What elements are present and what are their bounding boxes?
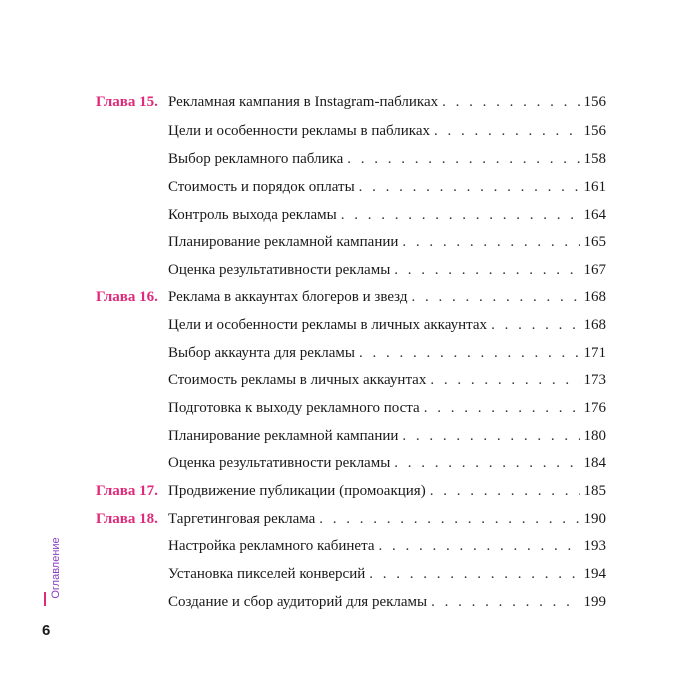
toc-entry-page: 165 <box>583 234 606 250</box>
toc-entry <box>96 118 606 144</box>
dot-leader <box>434 118 580 144</box>
toc-entry-page: 190 <box>583 511 606 527</box>
toc-entry-page: 199 <box>583 594 606 610</box>
toc-entry-title: Цели и особенности рекламы в пабликах <box>168 123 430 139</box>
toc-entry-title: Оценка результативности рекламы <box>168 455 391 471</box>
toc-entry-title: Контроль выхода рекламы <box>168 207 337 223</box>
toc-entry-title: Планирование рекламной кампании <box>168 234 399 250</box>
dot-leader <box>402 229 579 255</box>
toc-entry-title: Настройка рекламного кабинета <box>168 538 375 554</box>
toc-entry-chapter <box>96 506 606 532</box>
toc-entry-chapter <box>96 89 606 115</box>
toc-entry <box>96 589 606 615</box>
toc-entry-title: Создание и сбор аудиторий для рекламы <box>168 594 428 610</box>
dot-leader <box>402 423 579 449</box>
toc-entry-title: Подготовка к выходу рекламного поста <box>168 400 420 416</box>
chapter-label: Глава 17. <box>96 483 158 499</box>
toc-entry-page: 176 <box>583 400 606 416</box>
toc-entry-page: 173 <box>583 372 606 388</box>
dot-leader <box>491 312 579 338</box>
toc-entry-title: Продвижение публикации (промоакция) <box>168 483 426 499</box>
toc-entry-chapter <box>96 478 606 504</box>
toc-entry-title: Установка пикселей конверсий <box>168 566 366 582</box>
toc-entry-title: Выбор аккаунта для рекламы <box>168 345 355 361</box>
dot-leader <box>411 284 579 310</box>
toc-entry-page: 164 <box>583 207 606 223</box>
toc-entry <box>96 146 606 172</box>
toc-entry <box>96 257 606 283</box>
dot-leader <box>430 478 580 504</box>
toc-entry <box>96 533 606 559</box>
dot-leader <box>442 89 579 115</box>
dot-leader <box>369 561 579 587</box>
toc-entry <box>96 561 606 587</box>
toc-entry-page: 168 <box>583 289 606 305</box>
toc-entry <box>96 423 606 449</box>
toc-entry-title: Таргетинговая реклама <box>168 511 316 527</box>
dot-leader <box>431 589 579 615</box>
toc-entry-page: 167 <box>583 262 606 278</box>
toc-entry-title: Оценка результативности рекламы <box>168 262 391 278</box>
toc-entry-title: Планирование рекламной кампании <box>168 428 399 444</box>
toc-entry-page: 168 <box>583 317 606 333</box>
toc-entry <box>96 174 606 200</box>
chapter-label: Глава 18. <box>96 511 158 527</box>
page-number: 6 <box>42 622 51 639</box>
toc-entry-page: 193 <box>583 538 606 554</box>
toc-entry-page: 161 <box>583 179 606 195</box>
toc-entry-page: 194 <box>583 566 606 582</box>
toc-entry-chapter <box>96 284 606 310</box>
toc-entry-page: 185 <box>583 483 606 499</box>
dot-leader <box>378 533 579 559</box>
chapter-label: Глава 16. <box>96 289 158 305</box>
toc-entry <box>96 202 606 228</box>
toc-entry-page: 158 <box>583 151 606 167</box>
toc-entry-page: 184 <box>583 455 606 471</box>
toc-entry-page: 180 <box>583 428 606 444</box>
toc-entry <box>96 340 606 366</box>
toc-entry <box>96 395 606 421</box>
dot-leader <box>424 395 580 421</box>
toc-entry <box>96 312 606 338</box>
dot-leader <box>430 367 579 393</box>
dot-leader <box>347 146 579 172</box>
section-side-label <box>46 528 66 608</box>
toc-entry-page: 156 <box>583 94 606 110</box>
toc-entry-title: Стоимость и порядок оплаты <box>168 179 355 195</box>
toc-entry-page: 156 <box>583 123 606 139</box>
section-side-label-text: Оглавление <box>50 537 62 599</box>
toc-entry-title: Цели и особенности рекламы в личных аккаунтах <box>168 317 488 333</box>
dot-leader <box>359 340 580 366</box>
toc-entry-title: Выбор рекламного паблика <box>168 151 344 167</box>
toc-entry-page: 171 <box>583 345 606 361</box>
dot-leader <box>394 257 579 283</box>
dot-leader <box>319 506 579 532</box>
accent-bar <box>44 592 46 606</box>
toc-entry-title: Рекламная кампания в Instagram-пабликах <box>168 94 439 110</box>
toc-entry-title: Реклама в аккаунтах блогеров и звезд <box>168 289 408 305</box>
toc-entry <box>96 450 606 476</box>
chapter-label: Глава 15. <box>96 94 158 110</box>
dot-leader <box>341 202 580 228</box>
toc-entry-title: Стоимость рекламы в личных аккаунтах <box>168 372 427 388</box>
dot-leader <box>359 174 580 200</box>
dot-leader <box>394 450 579 476</box>
toc-entry <box>96 367 606 393</box>
toc-entry <box>96 229 606 255</box>
